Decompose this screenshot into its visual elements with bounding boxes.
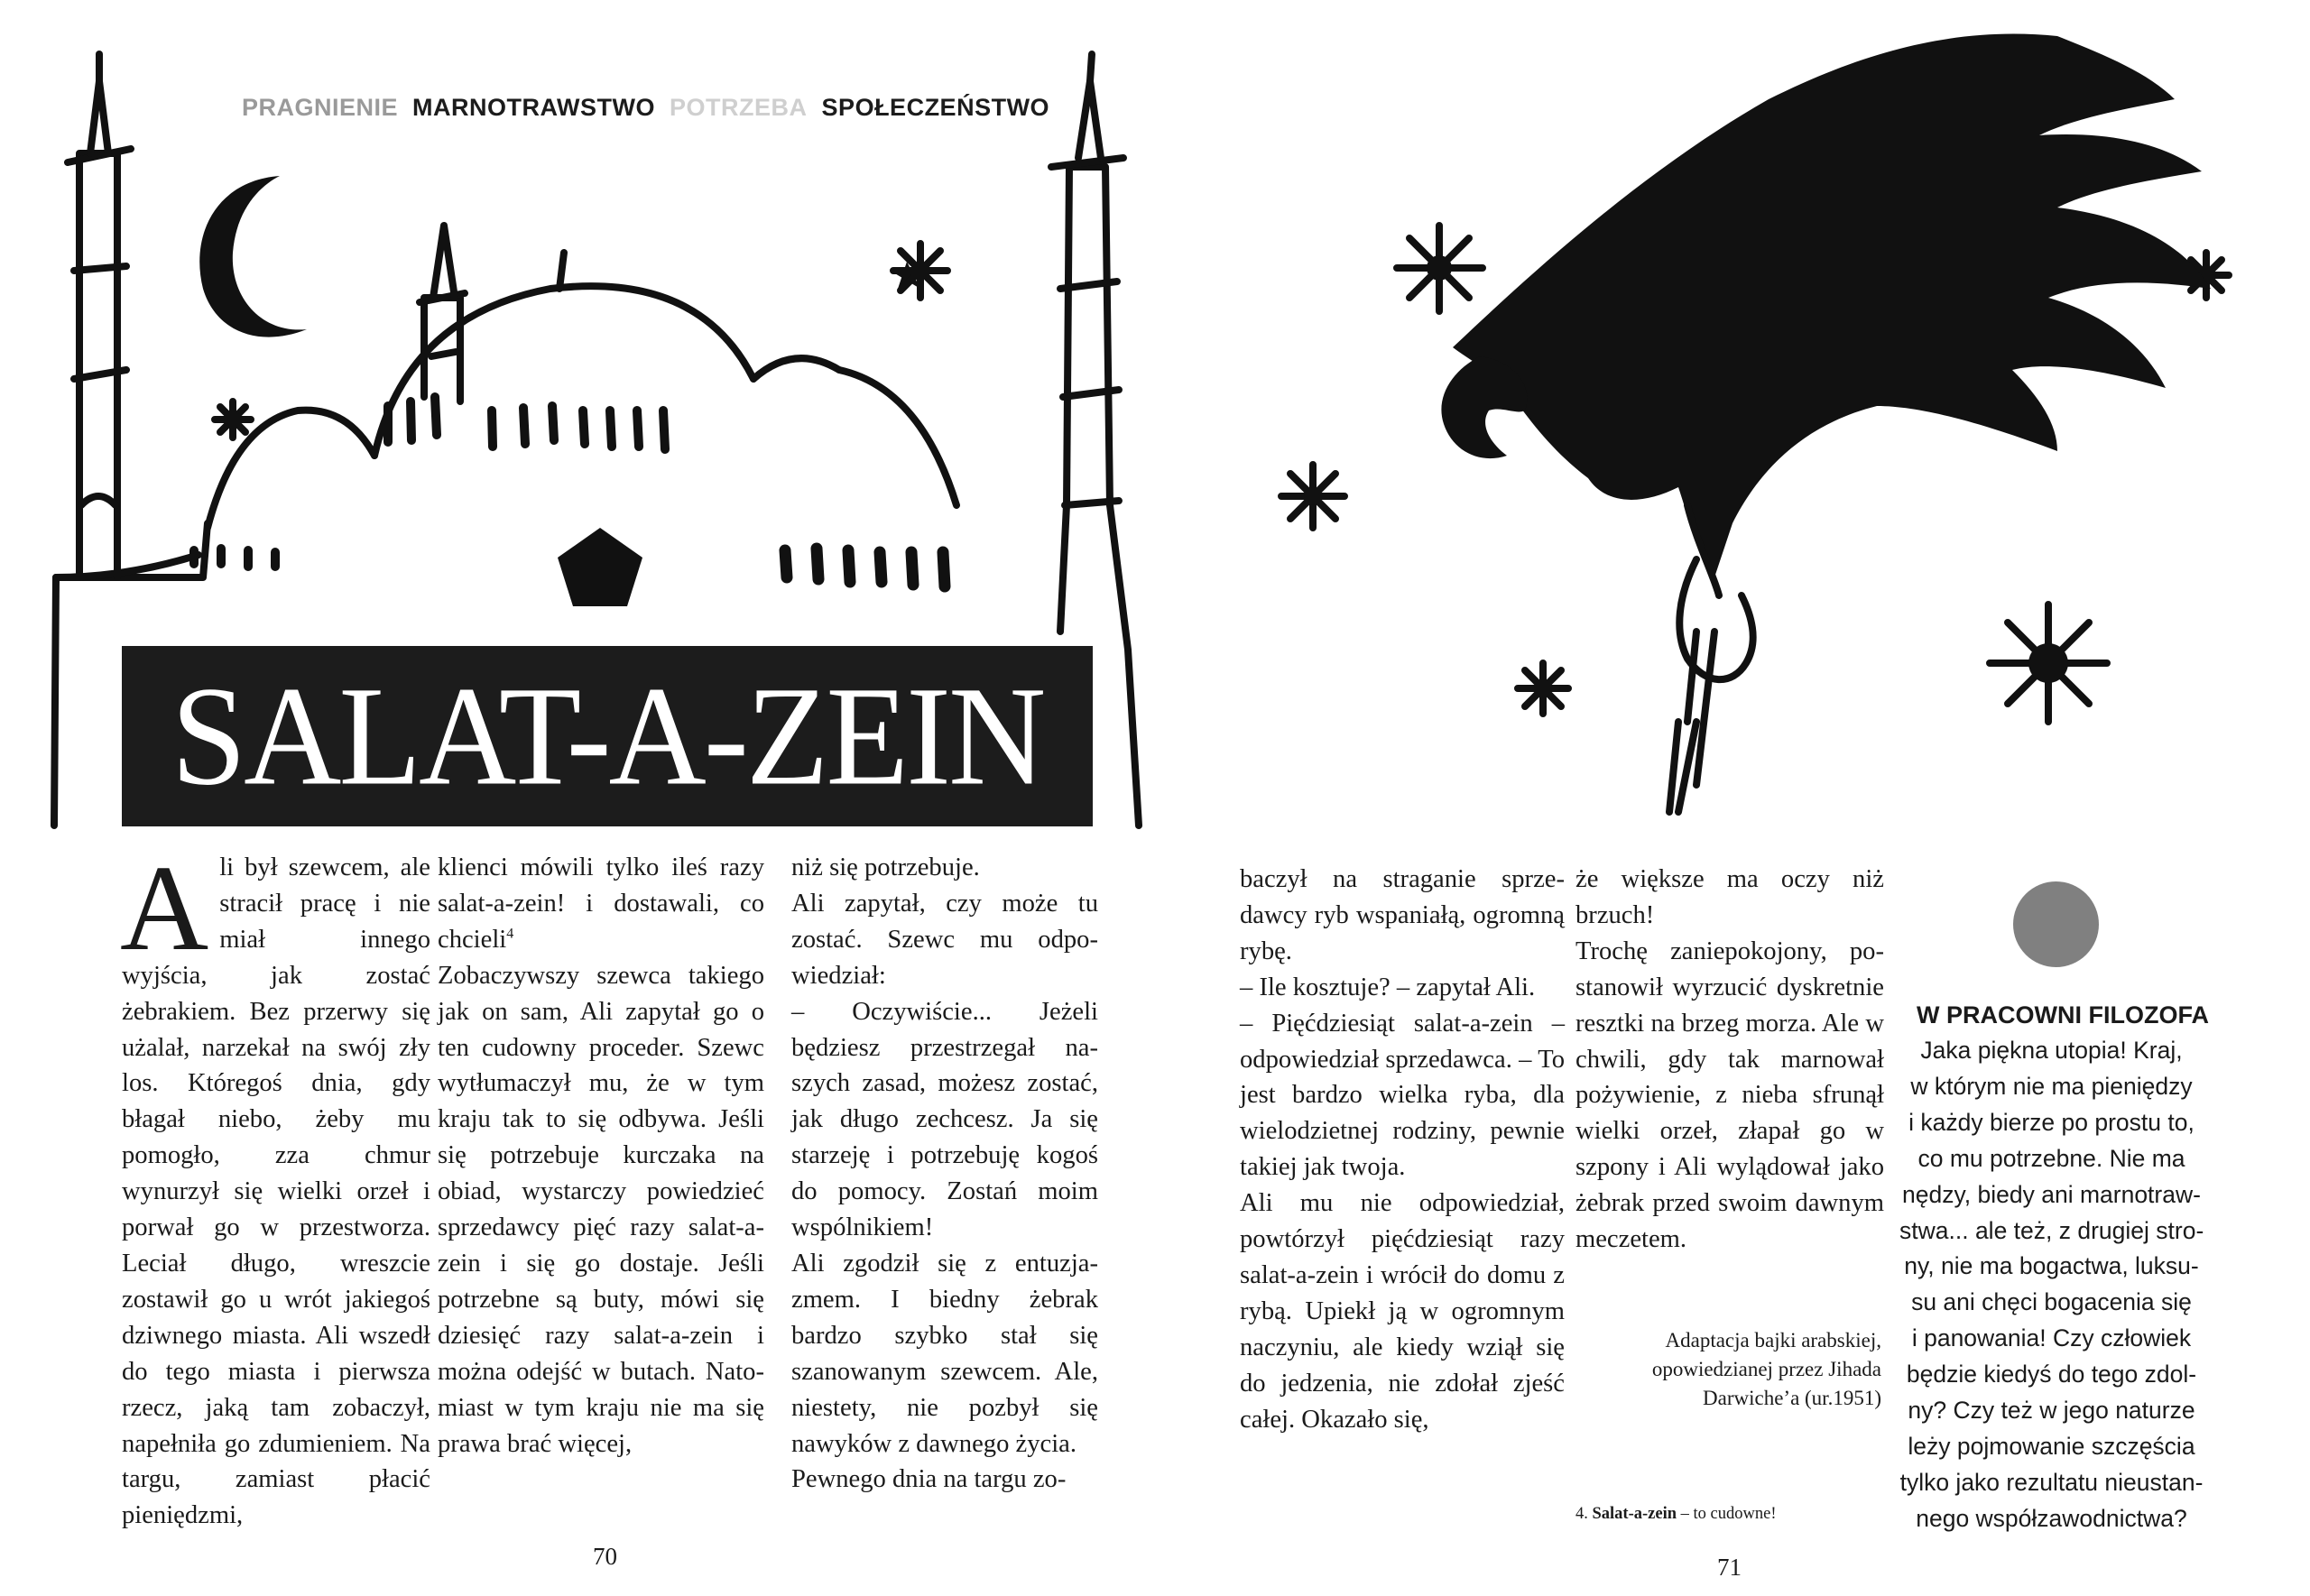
article-column-2 <box>438 850 764 1462</box>
paragraph: niż się potrzebuje. <box>791 853 980 881</box>
sidebar-text: Jaka piękna utopia! Kraj, w którym nie ma pieniędzy i każdy bierze po prostu to, co mu potrzebne. Nie ma nędzy, biedy ani marnotraw- stwa... ale też, z drugiej stro- ny, nie ma bogactwa, luksu- su ani chęci bogacenia się i panowania! Czy człowiek będzie kiedyś do tego zdol- ny? Czy też w jego naturze leży pojmowanie szczęścia tylko jako rezultatu nieustan- nego współzawodnictwa? <box>1899 1037 2204 1532</box>
paragraph: Ali zapytał, czy może tu zostać. Szewc mu odpowiedział: <box>791 889 1098 990</box>
dropcap: A <box>120 841 209 976</box>
footnote: 4. Salat-a-zein – to cudowne! <box>1575 1505 1777 1523</box>
page-number-left: 70 <box>593 1543 617 1570</box>
paragraph: Ali zgodził się z entuzjazmem. I biedny żebrak bardzo szybko stał się szanowanym szewcem. Ale, niestety, nie pozbył się nawyków z dawnego życia. <box>791 1249 1098 1458</box>
paragraph: Ali był szewcem, ale stracił pracę i nie miał innego wyjścia, jak zostać żebrakiem. Bez przerwy się użalał, narzekał na swój zły los. Któregoś dnia, gdy błagał niebo, żeby mu pomogło, zza chmur wynurzył się wielki orzeł i porwał go w przestworza. Leciał długo, wreszcie zostawił go u wrót jakiegoś dziwnego miasta. Ali wszedł do tego miasta i pierwsza rzecz, jaką tam zobaczył, napełniła go zdumieniem. Na targu, zamiast płacić pieniędzmi, <box>120 841 430 1530</box>
eagle-illustration <box>1441 34 2211 812</box>
article-title-box <box>122 646 1093 826</box>
category-pragnienie: PRAGNIENIE <box>242 94 399 121</box>
paragraph: klienci mówili tylko ileś razy salat-a-zein! i dostawali, co chcieli$^4$ <box>438 853 764 954</box>
footnote-ref: 4 <box>506 926 514 942</box>
category-potrzeba: POTRZEBA <box>670 94 808 121</box>
paragraph: że większe ma oczy niż brzuch! <box>1575 865 1884 929</box>
paragraph: Zobaczywszy szewca takiego jak on sam, Ali zapytał go o ten cudowny proceder. Szewc wytłumaczył mu, że w tym kraju tak to się odbywa. Jeśli się potrzebuje kurczaka na obiad, wystarczy powiedzieć sprzedawcy pięć razy salat-a-zein i się go dostaje. Jeśli potrzebne są buty, mówi się dziesięć razy salat-a-zein i można odejść w butach. Natomiast w tym kraju nie ma się prawa brać więcej, <box>438 961 764 1458</box>
category-marnotrawstwo: MARNOTRAWSTWO <box>412 94 656 121</box>
article-column-4 <box>1240 862 1565 1438</box>
adaptation-credit: Adaptacja bajki arabskiej, opowiedzianej przez Jihada Darwiche’a (ur.1951) <box>1651 1329 1881 1409</box>
paragraph: Pewnego dnia na targu zo- <box>791 1465 1067 1494</box>
page-number-right: 71 <box>1717 1554 1742 1581</box>
category-spoleczenstwo: SPOŁECZEŃSTWO <box>821 94 1050 121</box>
article-column-5 <box>1575 862 1884 1258</box>
paragraph: – Pięćdziesiąt salat-a-zein – odpowiedział sprzedawca. – To jest bardzo wielka ryba, dla wielodzietnej rodziny, pewnie takiej jak twoja. <box>1240 1009 1565 1182</box>
paragraph: baczył na straganie sprzedawcy ryb wspaniałą, ogromną rybę. <box>1240 865 1565 965</box>
paragraph: – Oczywiście... Jeżeli będziesz przestrzegał naszych zasad, możesz zostać, jak długo zechcesz. Ja się starzeję i potrzebuję kogoś do pomocy. Zostań moim wspólnikiem! <box>791 997 1098 1242</box>
article-column-3 <box>791 850 1098 1498</box>
paragraph: – Ile kosztuje? – zapytał Ali. <box>1240 973 1536 1001</box>
category-nav <box>242 94 1057 122</box>
gray-dot-icon <box>2013 881 2099 967</box>
paragraph: Trochę zaniepokojony, postanowił wyrzucić dyskretnie resztki na brzeg morza. Ale w chwili, gdy tak marnował pożywienie, z nieba sfrunął wielki orzeł, złapał go w szpony i Ali wylądował jako żebrak przed swoim dawnym meczetem. <box>1575 936 1884 1254</box>
article-column-1 <box>120 841 430 1534</box>
paragraph: Ali mu nie odpowiedział, powtórzył pięćdziesiąt razy salat-a-zein i wrócił do domu z rybą. Upiekł ją w ogromnym naczyniu, ale kiedy wziął się do jedzenia, nie zdołał zjeść całej. Okazało się, <box>1240 1189 1565 1434</box>
sidebar-title: W PRACOWNI FILOZOFA <box>1917 1001 2209 1029</box>
article-title: SALAT-A-ZEIN <box>171 657 1044 816</box>
